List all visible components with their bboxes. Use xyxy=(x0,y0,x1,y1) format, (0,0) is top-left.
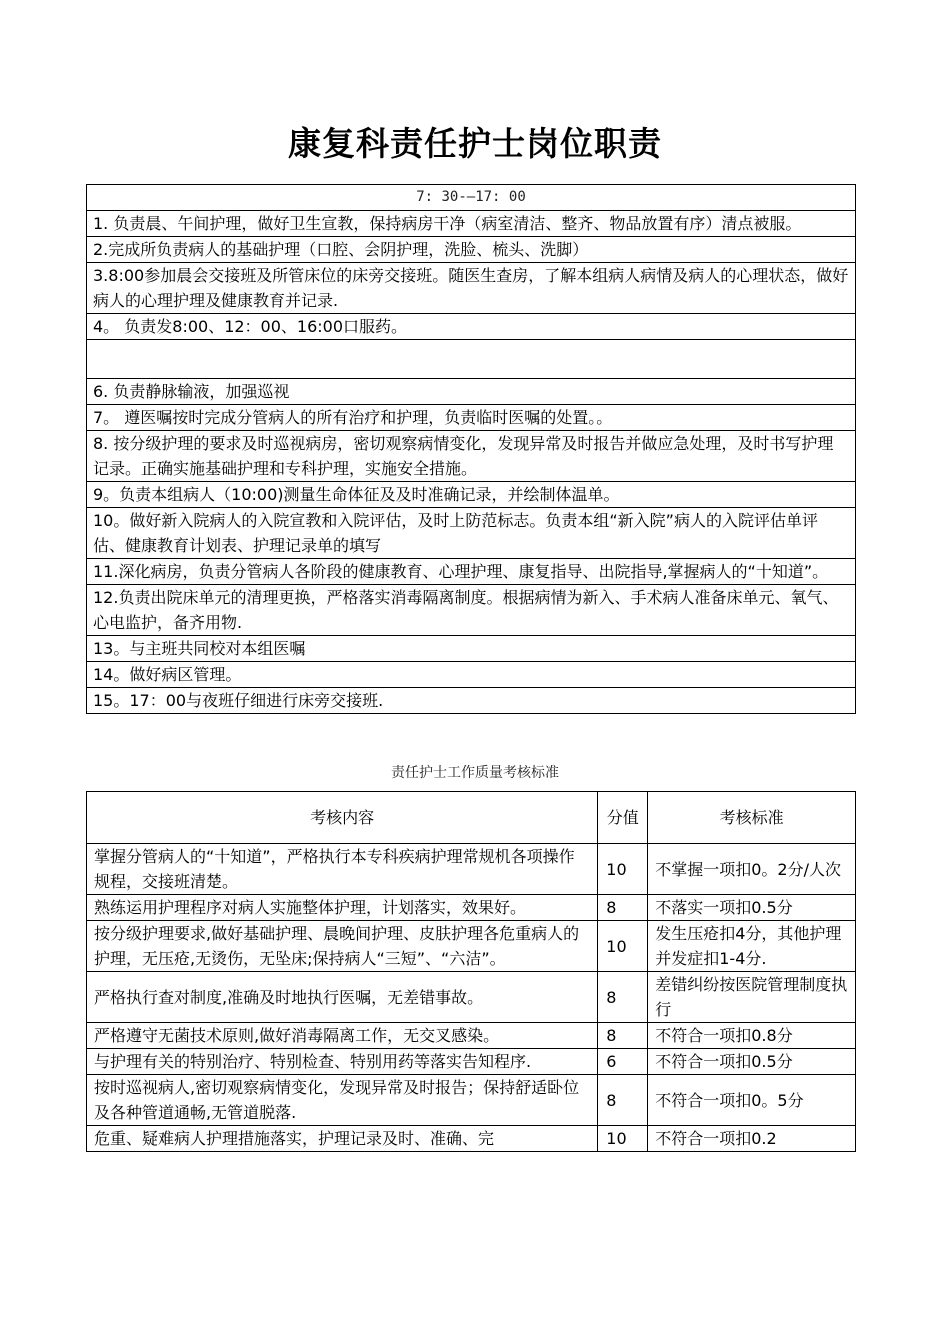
assessment-row xyxy=(87,1075,856,1126)
duty-row xyxy=(87,211,856,237)
duty-item: 12.负责出院床单元的清理更换，严格落实消毒隔离制度。根据病情为新入、手术病人准备床单元、氧气、心电监护，备齐用物. xyxy=(87,585,856,636)
assessment-table-body xyxy=(87,844,856,1152)
assessment-row xyxy=(87,1049,856,1075)
duty-row xyxy=(87,379,856,405)
duty-table-body xyxy=(87,185,856,714)
assessment-standard: 差错纠纷按医院管理制度执行 xyxy=(648,972,856,1023)
duty-row xyxy=(87,688,856,714)
assessment-content: 严格遵守无菌技术原则,做好消毒隔离工作，无交叉感染。 xyxy=(87,1023,598,1049)
assessment-score: 8 xyxy=(598,1023,648,1049)
assessment-content: 与护理有关的特别治疗、特别检查、特别用药等落实告知程序. xyxy=(87,1049,598,1075)
duty-item: 7。 遵医嘱按时完成分管病人的所有治疗和护理，负责临时医嘱的处置。。 xyxy=(87,405,856,431)
duty-row xyxy=(87,340,856,379)
assessment-row xyxy=(87,895,856,921)
assessment-standard: 发生压疮扣4分，其他护理并发症扣1-4分. xyxy=(648,921,856,972)
header-standard: 考核标准 xyxy=(648,792,856,844)
assessment-content: 严格执行查对制度,准确及时地执行医嘱，无差错事故。 xyxy=(87,972,598,1023)
assessment-content: 熟练运用护理程序对病人实施整体护理，计划落实，效果好。 xyxy=(87,895,598,921)
duty-row xyxy=(87,559,856,585)
assessment-score: 8 xyxy=(598,972,648,1023)
duty-row xyxy=(87,662,856,688)
duty-row xyxy=(87,482,856,508)
assessment-row xyxy=(87,972,856,1023)
duty-item: 6. 负责静脉输液，加强巡视 xyxy=(87,379,856,405)
duty-item xyxy=(87,340,856,379)
duty-row xyxy=(87,431,856,482)
shift-time: 7: 30-—17: 00 xyxy=(87,185,856,211)
page-title: 康复科责任护士岗位职责 xyxy=(288,124,662,163)
duty-item: 8. 按分级护理的要求及时巡视病房，密切观察病情变化，发现异常及时报告并做应急处理，及时书写护理记录。正确实施基础护理和专科护理，实施安全措施。 xyxy=(87,431,856,482)
assessment-score: 10 xyxy=(598,921,648,972)
assessment-content: 危重、疑难病人护理措施落实，护理记录及时、准确、完 xyxy=(87,1126,598,1152)
duty-row xyxy=(87,405,856,431)
assessment-content: 按时巡视病人,密切观察病情变化，发现异常及时报告；保持舒适卧位及各种管道通畅,无管道脱落. xyxy=(87,1075,598,1126)
duty-table xyxy=(86,184,856,714)
duty-item: 1. 负责晨、午间护理，做好卫生宣教，保持病房干净（病室清洁、整齐、物品放置有序）清点被服。 xyxy=(87,211,856,237)
assessment-score: 6 xyxy=(598,1049,648,1075)
duty-row xyxy=(87,263,856,314)
duty-item: 4。 负责发8:00、12：00、16:00口服药。 xyxy=(87,314,856,340)
assessment-header-row xyxy=(87,792,856,844)
duty-row xyxy=(87,636,856,662)
duty-item: 3.8:00参加晨会交接班及所管床位的床旁交接班。随医生查房，了解本组病人病情及病人的心理状态，做好病人的心理护理及健康教育并记录. xyxy=(87,263,856,314)
assessment-score: 10 xyxy=(598,844,648,895)
assessment-score: 10 xyxy=(598,1126,648,1152)
assessment-standard: 不符合一项扣0.8分 xyxy=(648,1023,856,1049)
assessment-score: 8 xyxy=(598,895,648,921)
assessment-content: 按分级护理要求,做好基础护理、晨晚间护理、皮肤护理各危重病人的护理，无压疮,无烫伤，无坠床;保持病人“三短”、“六洁”。 xyxy=(87,921,598,972)
duty-item: 2.完成所负责病人的基础护理（口腔、会阴护理，洗脸、梳头、洗脚） xyxy=(87,237,856,263)
duty-row xyxy=(87,237,856,263)
assessment-row xyxy=(87,1023,856,1049)
duty-row xyxy=(87,314,856,340)
duty-item: 14。做好病区管理。 xyxy=(87,662,856,688)
assessment-standard: 不符合一项扣0.2 xyxy=(648,1126,856,1152)
assessment-standard: 不符合一项扣0.5分 xyxy=(648,1049,856,1075)
duty-row xyxy=(87,585,856,636)
assessment-standard: 不符合一项扣0。5分 xyxy=(648,1075,856,1126)
header-score: 分值 xyxy=(598,792,648,844)
assessment-table xyxy=(86,791,856,1152)
assessment-standard: 不掌握一项扣0。2分/人次 xyxy=(648,844,856,895)
duty-item: 13。与主班共同校对本组医嘱 xyxy=(87,636,856,662)
duty-item: 11.深化病房，负责分管病人各阶段的健康教育、心理护理、康复指导、出院指导,掌握病人的“十知道”。 xyxy=(87,559,856,585)
assessment-content: 掌握分管病人的“十知道”，严格执行本专科疾病护理常规机各项操作规程，交接班清楚。 xyxy=(87,844,598,895)
duty-item: 9。负责本组病人（10:00)测量生命体征及及时准确记录，并绘制体温单。 xyxy=(87,482,856,508)
assessment-subtitle: 责任护士工作质量考核标准 xyxy=(391,765,559,781)
assessment-score: 8 xyxy=(598,1075,648,1126)
duty-item: 15。17：00与夜班仔细进行床旁交接班. xyxy=(87,688,856,714)
header-content: 考核内容 xyxy=(87,792,598,844)
assessment-row xyxy=(87,844,856,895)
assessment-row xyxy=(87,921,856,972)
assessment-row xyxy=(87,1126,856,1152)
duty-item: 10。做好新入院病人的入院宣教和入院评估，及时上防范标志。负责本组“新入院”病人的入院评估单评估、健康教育计划表、护理记录单的填写 xyxy=(87,508,856,559)
assessment-standard: 不落实一项扣0.5分 xyxy=(648,895,856,921)
duty-time-row xyxy=(87,185,856,211)
duty-row xyxy=(87,508,856,559)
